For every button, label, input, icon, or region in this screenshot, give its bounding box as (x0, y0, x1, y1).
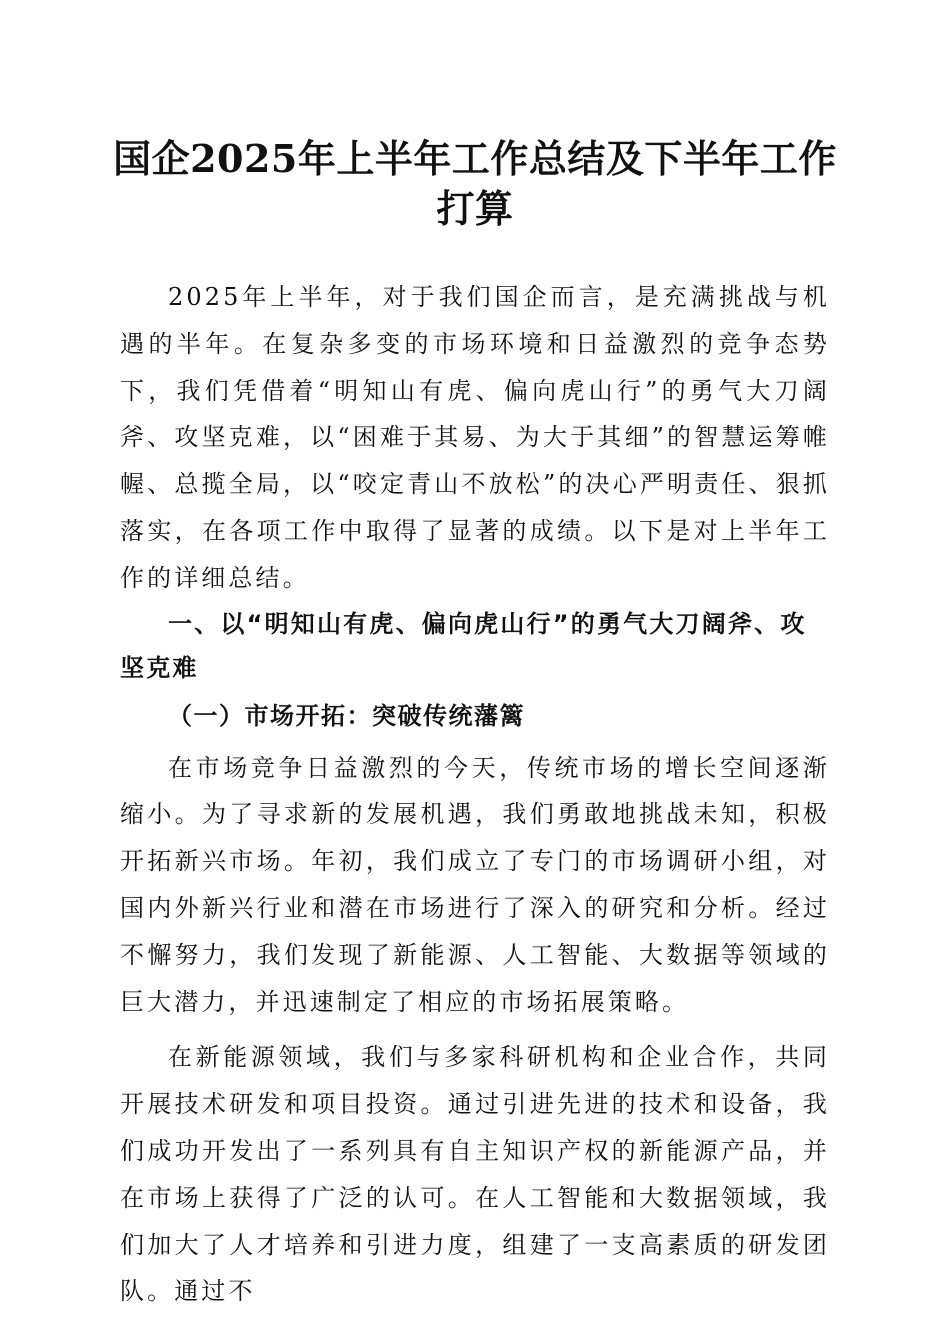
section-heading: 一、以“明知山有虎、偏向虎山行”的勇气大刀阔斧、攻坚克难 (120, 609, 807, 682)
body-paragraph: 在新能源领域，我们与多家科研机构和企业合作，共同开展技术研发和项目投资。通过引进先进的技术和设备，我们成功开发出了一系列具有自主知识产权的新能源产品，并在市场上获得了广泛的认可。在人工智能和大数据领域，我们加大了人才培养和引进力度，组建了一支高素质的研发团队。通过不 (120, 1043, 830, 1306)
subsection-heading: （一）市场开拓：突破传统藩篱 (168, 700, 525, 730)
intro-paragraph: 2025年上半年，对于我们国企而言，是充满挑战与机遇的半年。在复杂多变的市场环境和日益激烈的竞争态势下，我们凭借着“明知山有虎、偏向虎山行”的勇气大刀阔斧、攻坚克难，以“困难于其易、为大于其细”的智慧运筹帷幄、总揽全局，以“咬定青山不放松”的决心严明责任、狠抓落实，在各项工作中取得了显著的成绩。以下是对上半年工作的详细总结。 (120, 283, 830, 592)
body-paragraph: 在市场竞争日益激烈的今天，传统市场的增长空间逐渐缩小。为了寻求新的发展机遇，我们勇敢地挑战未知，积极开拓新兴市场。年初，我们成立了专门的市场调研小组，对国内外新兴行业和潜在市场进行了深入的研究和分析。经过不懈努力，我们发现了新能源、人工智能、大数据等领域的巨大潜力，并迅速制定了相应的市场拓展策略。 (120, 753, 830, 1016)
document-body (120, 274, 830, 1315)
document-title: 国企2025年上半年工作总结及下半年工作打算 (113, 136, 837, 231)
